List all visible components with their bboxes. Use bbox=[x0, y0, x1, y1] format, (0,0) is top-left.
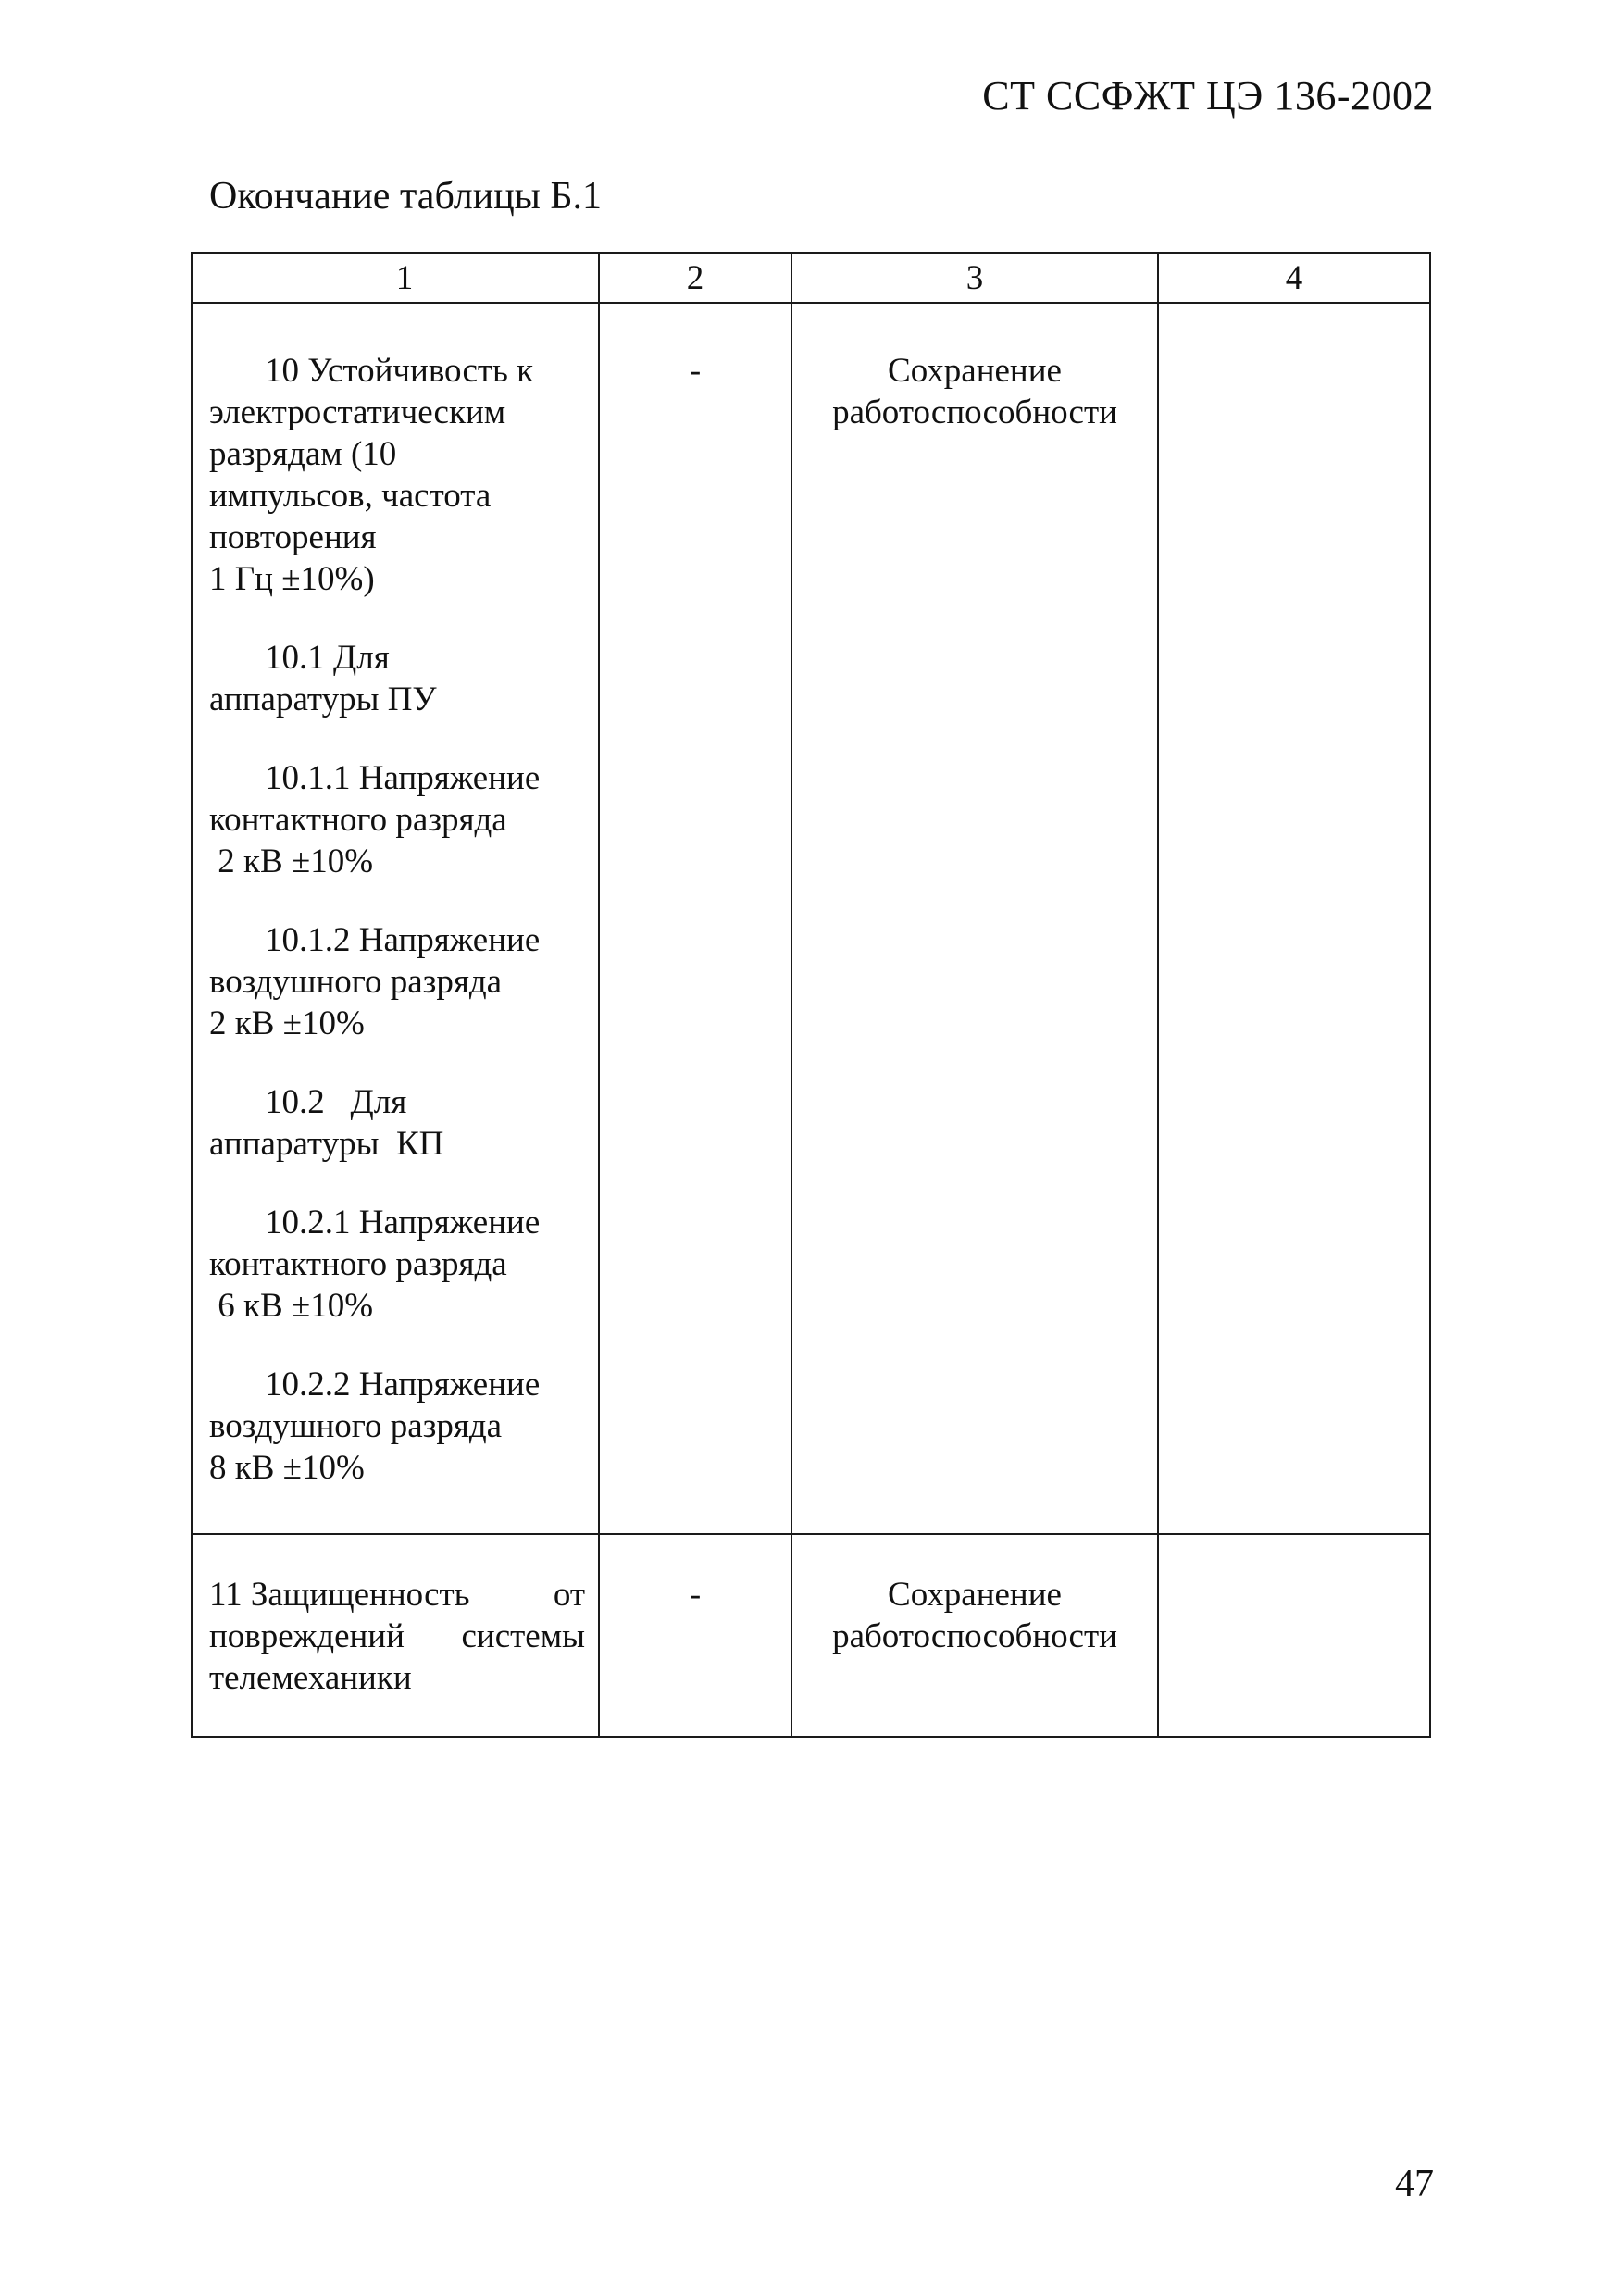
paragraph-10-1-1 bbox=[209, 757, 585, 882]
table-header-row bbox=[192, 253, 1430, 303]
result-cell-10 bbox=[791, 303, 1158, 1534]
text-line: 8 кВ ±10% bbox=[209, 1449, 365, 1487]
text-line: аппаратуры ПУ bbox=[209, 680, 437, 718]
text-line: работоспособности bbox=[832, 1617, 1117, 1655]
text-word: повреждений bbox=[209, 1617, 405, 1655]
text-word: системы bbox=[461, 1617, 585, 1655]
result-cell-11 bbox=[791, 1534, 1158, 1737]
value-cell-11: - bbox=[599, 1534, 791, 1737]
text-line: разрядам (10 bbox=[209, 435, 397, 473]
column-header-2: 2 bbox=[599, 253, 791, 303]
table-row-10 bbox=[192, 303, 1430, 1534]
text-line: 10.2.2 Напряжение bbox=[265, 1366, 541, 1404]
page-number: 47 bbox=[1395, 2163, 1434, 2205]
text-line: 10.2.1 Напряжение bbox=[265, 1204, 541, 1242]
text-line: 10.1.1 Напряжение bbox=[265, 759, 541, 797]
text-word: от bbox=[553, 1576, 585, 1614]
text-line: электростатическим bbox=[209, 393, 506, 431]
requirement-cell-10 bbox=[192, 303, 599, 1534]
value-cell-10: - bbox=[599, 303, 791, 1534]
paragraph-10-2-1 bbox=[209, 1202, 585, 1327]
text-line: 10.1.2 Напряжение bbox=[265, 921, 541, 959]
text-line: аппаратуры КП bbox=[209, 1125, 444, 1163]
text-line: 2 кВ ±10% bbox=[209, 1004, 365, 1042]
notes-cell-10 bbox=[1158, 303, 1430, 1534]
text-line bbox=[209, 1616, 585, 1657]
text-line: 10.1 Для bbox=[265, 639, 390, 677]
paragraph-10-2-2 bbox=[209, 1364, 585, 1489]
text-line: 10.2 Для bbox=[265, 1083, 407, 1121]
text-line: повторения bbox=[209, 518, 377, 556]
text-line: 1 Гц ±10%) bbox=[209, 560, 375, 598]
text-line: воздушного разряда bbox=[209, 1407, 503, 1445]
text-line: Сохранение bbox=[888, 1576, 1062, 1614]
notes-cell-11 bbox=[1158, 1534, 1430, 1737]
column-header-4: 4 bbox=[1158, 253, 1430, 303]
text-line: работоспособности bbox=[832, 393, 1117, 431]
paragraph-10-1-2 bbox=[209, 919, 585, 1044]
table-caption: Окончание таблицы Б.1 bbox=[209, 175, 603, 218]
document-code: СТ ССФЖТ ЦЭ 136-2002 bbox=[982, 73, 1434, 119]
column-header-3: 3 bbox=[791, 253, 1158, 303]
paragraph-10-1 bbox=[209, 637, 585, 720]
text-word: 11 Защищенность bbox=[209, 1576, 470, 1614]
text-line: контактного разряда bbox=[209, 1245, 507, 1283]
text-line: контактного разряда bbox=[209, 801, 507, 839]
paragraph-10 bbox=[209, 350, 585, 600]
text-line: 6 кВ ±10% bbox=[209, 1287, 374, 1325]
text-line: 10 Устойчивость к bbox=[265, 352, 534, 390]
requirements-table bbox=[191, 252, 1431, 1738]
text-line: телемеханики bbox=[209, 1659, 412, 1697]
text-line bbox=[209, 1574, 585, 1616]
text-line: Сохранение bbox=[888, 352, 1062, 390]
text-line: воздушного разряда bbox=[209, 963, 503, 1001]
column-header-1: 1 bbox=[192, 253, 599, 303]
text-line: 2 кВ ±10% bbox=[209, 842, 374, 880]
table-row-11 bbox=[192, 1534, 1430, 1737]
text-line: импульсов, частота bbox=[209, 477, 492, 515]
paragraph-10-2 bbox=[209, 1081, 585, 1165]
requirement-cell-11 bbox=[192, 1534, 599, 1737]
